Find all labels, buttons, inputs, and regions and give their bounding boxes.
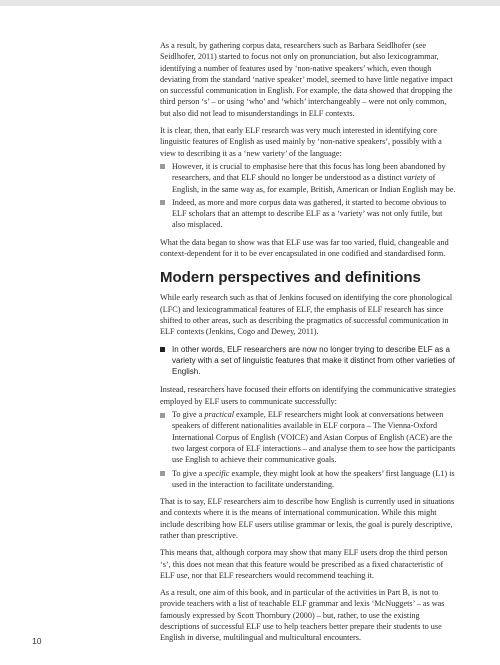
square-bullet-icon [160,200,165,205]
bullet-emphasis: variety [403,173,427,183]
bullet-text: of English, in the same way as, for example, British, American or Indian English may be. [172,173,456,194]
list-item [160,161,456,195]
section-heading: Modern perspectives and definitions [160,269,421,287]
example-bullet-list [160,409,456,490]
bullet-text: To give a [172,468,205,478]
paragraph-jenkins: While early research such as that of Jenkins focused on identifying the core phonological (LFC) and lexicogrammatical features of ELF, the emphasis of ELF research has since shifted to other areas, such as describing the pragmatics of successful communication in ELF contexts (Jenkins, Cogo and Dewey, 2011). [160,293,453,337]
key-point-text: In other words, ELF researchers are now no longer trying to describe ELF as a variety with a set of linguistic features that make it distinct from other varieties of English. [172,344,455,377]
paragraph-descriptive: That is to say, ELF researchers aim to describe how English is currently used in situations and contexts where it is the means of international communication. While this might include describing how ELF users utilise grammar or lexis, the goal is purely descriptive, rather than prescriptive. [160,497,455,540]
paragraph-early-research: It is clear, then, that early ELF research was very much interested in identifying core linguistic features of English as used mainly by ‘non-native speakers’, possibly with a view to describing it as a ‘new variety’ of the language: [160,126,442,158]
paragraph-data-show: What the data began to show was that ELF use was far too varied, fluid, changeable and context-dependent for it to be ever encapsulated in one codified and standardised form. [160,237,449,259]
square-bullet-icon [160,471,165,476]
square-bullet-icon [160,413,165,418]
paragraph-strategies: Instead, researchers have focused their efforts on identifying the communicative strategies employed by ELF users to communicate successfully: [160,385,456,406]
square-bullet-icon [160,347,165,352]
list-item [160,409,456,465]
key-point [160,344,456,378]
bullet-emphasis: practical [204,410,234,420]
square-bullet-icon [160,164,165,169]
page-number: 10 [32,636,42,646]
list-item [160,197,456,231]
paragraph-third-person: This means that, although corpora may show that many ELF users drop the third person ‘s’, this does not mean that this feature would be prescribed as a fixed characteristic of ELF use, nor that ELF researchers would recommend teaching it. [160,548,448,580]
bullet-text: example, ELF researchers might look at conversations between speakers of different nationalities available in ELF corpora – The Vienna-Oxford International Corpus of English (VOICE) and Asian Corpus of English (ACE) are the two largest corpora of ELF interactions – and analyse them to see how the participants use English to achieve their communicative goals. [172,410,456,465]
main-column [160,40,456,650]
bullet-text: To give a [172,410,205,420]
variety-bullet-list [160,161,456,231]
bullet-text: example, they might look at how the speakers’ first language (L1) is used in the interaction to facilitate understanding. [172,468,455,489]
list-item [160,468,456,491]
paragraph-corpus: As a result, by gathering corpus data, researchers such as Barbara Seidlhofer (see Seidlhofer, 2011) started to focus not only on pronunciation, but also lexicogrammar, identifying a number of features used by ‘non-native speakers’ which, even though deviating from the standard ‘native speaker’ model, seemed to have little negative impact on successful communication in English. For example, the data showed that dropping the third person ‘s’ – or using ‘who’ and ‘which’ interchangeably – were not only common, but also did not lead to misunderstandings in ELF contexts. [160,41,453,118]
bullet-text: Indeed, as more and more corpus data was gathered, it started to become obvious to ELF scholars that an attempt to describe ELF as a ‘variety’ was not only futile, but also misplaced. [172,197,447,230]
bullet-text: However, it is crucial to emphasise here that this focus has long been abandoned by researchers, and that ELF should no longer be understood as a distinct [172,161,446,183]
bullet-emphasis: specific [204,468,230,478]
paragraph-book-aim: As a result, one aim of this book, and in particular of the activities in Part B, is not to provide teachers with a list of teachable ELF grammar and lexis ‘McNuggets’ – as was famously expressed by Scott Thornbury (2000) – but, rather, to use the existing descriptions of successful ELF use to help teachers better prepare their students to use English in diverse, multilingual and multicultural encounters. [160,588,445,643]
top-rule [0,0,500,6]
